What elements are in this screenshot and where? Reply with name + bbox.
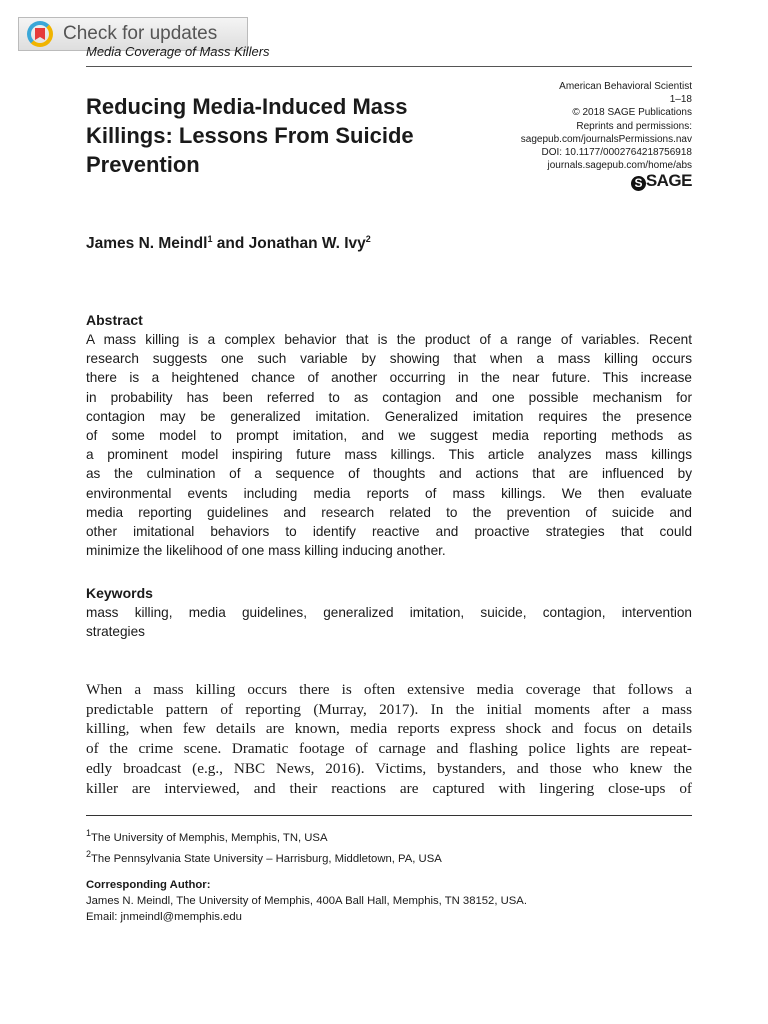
text-line: minimize the likelihood of one mass killing inducing another. [86, 543, 446, 559]
keywords-text [86, 603, 692, 641]
text-line: killer are interviewed, and their reactions are captured with lingering close-ups of [86, 779, 692, 797]
body-text [86, 680, 692, 798]
text-line: killing, when few details are known, media reports express shock and focus on details [86, 720, 692, 738]
authors [86, 234, 371, 253]
sage-logo-text: SAGE [645, 171, 692, 191]
corresponding-address: James N. Meindl, The University of Memphis, 400A Ball Hall, Memphis, TN 38152, USA. [86, 894, 527, 907]
text-line: of some model to prompt imitation, and we suggest media reporting methods as [86, 428, 692, 444]
abstract-text [86, 330, 692, 560]
check-for-updates-label: Check for updates [63, 23, 218, 44]
page-range: 1–18 [669, 94, 692, 106]
corresponding-heading: Corresponding Author: [86, 878, 211, 891]
text-line: A mass killing is a complex behavior that is the product of a range of variables. Recent [86, 332, 692, 347]
text-line: in probability has been referred to as contagion and one possible mechanism for [86, 389, 692, 405]
title-line: Killings: Lessons From Suicide [86, 123, 414, 148]
text-line: a prominent model inspiring future mass killings. This article analyzes mass killings [86, 447, 692, 463]
text-line: other imitational behaviors to identify reactive and proactive strategies that could [86, 524, 692, 540]
title-line: Reducing Media-Induced Mass [86, 94, 408, 119]
crossmark-icon [27, 21, 53, 47]
text-line: there is a heightened chance of another occurring in the near future. This increase [86, 370, 692, 386]
sage-s-icon: S [631, 176, 646, 191]
reprints-link[interactable]: sagepub.com/journalsPermissions.nav [520, 133, 692, 145]
footnote-rule [86, 815, 692, 816]
text-line: predictable pattern of reporting (Murray, 2017). In the initial moments after a mass [86, 700, 692, 718]
article-title [86, 92, 506, 179]
affiliation-mark: 2 [86, 848, 92, 859]
affiliation-text: The University of Memphis, Memphis, TN, USA [91, 831, 328, 844]
text-line: edly broadcast (e.g., NBC News, 2016). Victims, bystanders, and those who knew the [86, 759, 692, 777]
affiliation-mark: 1 [86, 828, 92, 838]
text-line: of the crime scene. Dramatic footage of carnage and flashing police lights are repeat- [86, 740, 692, 758]
title-line: Prevention [86, 152, 200, 177]
abstract-heading: Abstract [86, 312, 143, 328]
corresponding-email[interactable]: Email: jnmeindl@memphis.edu [86, 910, 242, 923]
text-line: as the culmination of a sequence of thoughts and actions that are influenced by [86, 466, 692, 482]
author-name: James N. Meindl [86, 235, 208, 253]
footnotes [86, 825, 527, 925]
author-name: Jonathan W. Ivy [248, 235, 366, 253]
keywords-heading: Keywords [86, 585, 153, 601]
affiliation-1 [86, 825, 527, 846]
text-line: strategies [86, 624, 145, 640]
affiliation-2 [86, 846, 527, 867]
text-line: mass killing, media guidelines, generalized imitation, suicide, contagion, intervention [86, 605, 692, 620]
affiliation-text: The Pennsylvania State University – Harrisburg, Middletown, PA, USA [91, 852, 442, 865]
journal-name: American Behavioral Scientist [559, 81, 692, 92]
journal-meta [521, 80, 692, 191]
affiliation-mark: 1 [207, 234, 213, 244]
affiliation-mark: 2 [365, 234, 371, 244]
copyright: © 2018 SAGE Publications [572, 107, 692, 119]
journal-link[interactable]: journals.sagepub.com/home/abs [547, 160, 692, 172]
text-line: contagion may be generalized imitation. Generalized imitation requires the presence [86, 408, 692, 424]
running-head: Media Coverage of Mass Killers [86, 44, 270, 59]
header-rule [86, 66, 692, 67]
sage-logo [521, 171, 692, 191]
author-conjunction: and [212, 235, 249, 253]
reprints-label: Reprints and permissions: [576, 120, 692, 132]
text-line: research suggests one such variable by showing that when a mass killing occurs [86, 351, 692, 367]
text-line: When a mass killing occurs there is often extensive media coverage that follows a [86, 681, 692, 698]
text-line: environmental events including media reports of mass killings. We then evaluate [86, 485, 692, 501]
doi-link[interactable]: DOI: 10.1177/0002764218756918 [541, 147, 692, 159]
text-line: media reporting guidelines and research related to the prevention of suicide and [86, 504, 692, 520]
